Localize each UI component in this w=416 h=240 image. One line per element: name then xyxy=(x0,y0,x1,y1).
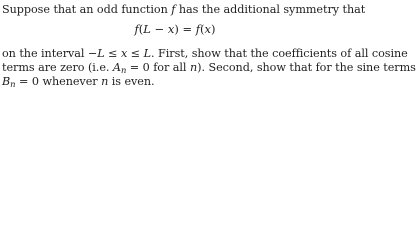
math-variable-f: f xyxy=(171,3,176,16)
display-equation xyxy=(0,22,350,36)
math-variable-f: f xyxy=(134,22,139,36)
text-segment: = 0 whenever xyxy=(15,75,102,88)
text-segment: is even. xyxy=(108,75,155,88)
text-segment: on the interval xyxy=(2,47,88,60)
text-segment: has the additional symmetry that xyxy=(175,3,366,16)
text-segment: = 0 for all xyxy=(126,61,190,74)
math-variable-L: L xyxy=(97,47,105,60)
math-subscript-n: n xyxy=(120,65,127,75)
text-segment: . First, show that the coefficients of all cosine xyxy=(151,47,408,60)
text-segment: terms are zero (i.e. xyxy=(2,61,113,74)
math-variable-L: L xyxy=(143,22,151,36)
text-line-1 xyxy=(2,3,365,16)
math-subscript-n: n xyxy=(10,79,16,89)
text-segment: ). Second, show that for the sine terms xyxy=(197,61,416,74)
text-segment: Suppose that an odd function xyxy=(2,3,172,16)
math-variable-n: n xyxy=(189,61,198,74)
problem-statement xyxy=(0,0,416,91)
math-symbol: ) xyxy=(211,22,216,36)
math-variable-x: x xyxy=(121,47,128,60)
math-variable-x: x xyxy=(204,22,212,36)
math-variable-A: A xyxy=(112,61,121,74)
math-variable-L: L xyxy=(143,47,152,60)
text-line-3 xyxy=(2,47,408,60)
math-variable-x: x xyxy=(167,22,175,36)
math-symbol: ( xyxy=(200,22,205,36)
text-line-5 xyxy=(2,75,155,89)
math-symbol: − xyxy=(150,22,168,36)
math-symbol: ≤ xyxy=(127,47,144,60)
text-line-4 xyxy=(2,61,416,75)
math-symbol: − xyxy=(87,47,98,60)
math-variable-B: B xyxy=(2,75,11,88)
math-variable-n: n xyxy=(101,75,109,88)
math-variable-f: f xyxy=(195,22,201,36)
math-symbol: ≤ xyxy=(104,47,122,60)
math-symbol: ) = xyxy=(174,22,196,36)
math-symbol: ( xyxy=(138,22,144,36)
